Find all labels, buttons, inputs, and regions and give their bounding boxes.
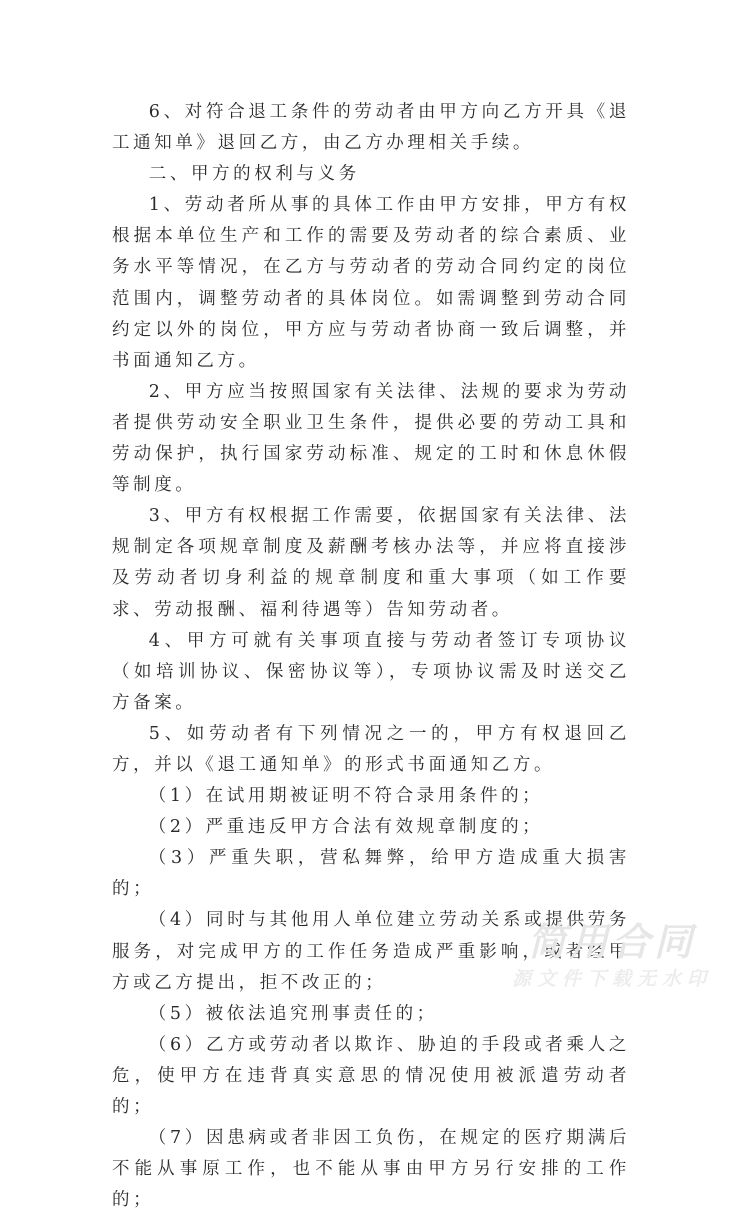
list-item-condition-5: （5）被依法追究刑事责任的； xyxy=(148,1003,438,1024)
paragraph-clause-5: 5、如劳动者有下列情况之一的，甲方有权退回乙方，并以《退工通知单》的形式书面通知乙方。 xyxy=(112,723,630,775)
paragraph-item-6-withdrawal-notice: 6、对符合退工条件的劳动者由甲方向乙方开具《退工通知单》退回乙方，由乙方办理相关手续。 xyxy=(112,102,630,154)
document-body xyxy=(112,97,630,1216)
list-item-condition-3: （3）严重失职，营私舞弊，给甲方造成重大损害的； xyxy=(112,848,630,900)
paragraph-clause-1: 1、劳动者所从事的具体工作由甲方安排，甲方有权根据本单位生产和工作的需要及劳动者的综合素质、业务水平等情况，在乙方与劳动者的劳动合同约定的岗位范围内，调整劳动者的具体岗位。如需调整到劳动合同约定以外的岗位，甲方应与劳动者协商一致后调整，并书面通知乙方。 xyxy=(112,195,630,371)
section-heading-party-a-rights: 二、甲方的权利与义务 xyxy=(148,164,360,185)
list-item-condition-2: （2）严重违反甲方合法有效规章制度的； xyxy=(148,817,544,838)
watermark-tagline: 源文件下载无水印 xyxy=(512,968,713,990)
list-item-condition-4: （4）同时与其他用人单位建立劳动关系或提供劳务服务，对完成甲方的工作任务造成严重影响，或者经甲方或乙方提出，拒不改正的； xyxy=(112,910,630,993)
watermark-brand: 简用合同 xyxy=(527,920,696,964)
list-item-condition-1: （1）在试用期被证明不符合录用条件的； xyxy=(148,786,544,807)
paragraph-clause-2: 2、甲方应当按照国家有关法律、法规的要求为劳动者提供劳动安全职业卫生条件，提供必要的劳动工具和劳动保护，执行国家劳动标准、规定的工时和休息休假等制度。 xyxy=(112,381,630,496)
paragraph-clause-4: 4、甲方可就有关事项直接与劳动者签订专项协议（如培训协议、保密协议等），专项协议需及时送交乙方备案。 xyxy=(112,630,630,713)
list-item-condition-6: （6）乙方或劳动者以欺诈、胁迫的手段或者乘人之危，使甲方在违背真实意思的情况使用被派遣劳动者的； xyxy=(112,1034,630,1117)
list-item-condition-7: （7）因患病或者非因工负伤，在规定的医疗期满后不能从事原工作，也不能从事由甲方另行安排的工作的； xyxy=(112,1128,630,1211)
paragraph-clause-3: 3、甲方有权根据工作需要，依据国家有关法律、法规制定各项规章制度及薪酬考核办法等，并应将直接涉及劳动者切身利益的规章制度和重大事项（如工作要求、劳动报酬、福利待遇等）告知劳动者。 xyxy=(112,506,630,620)
